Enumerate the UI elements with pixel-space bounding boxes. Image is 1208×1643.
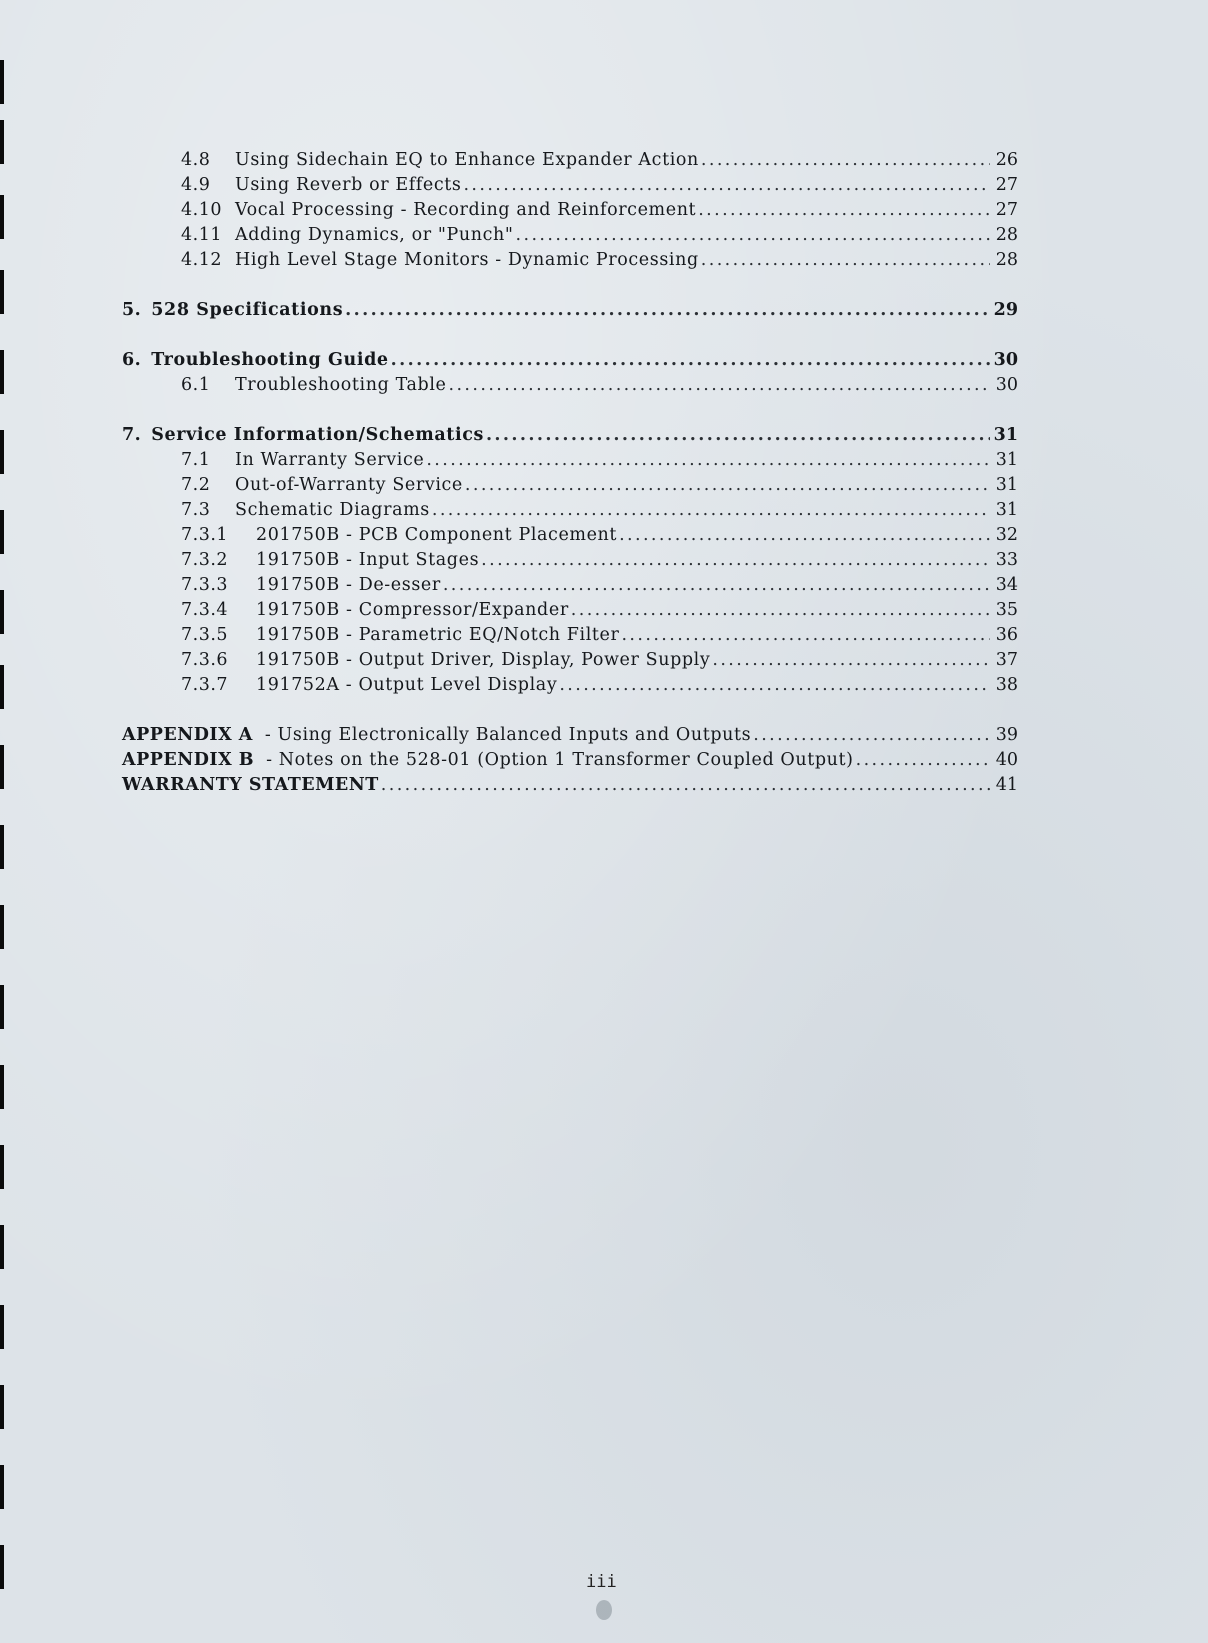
dot-leader <box>621 625 990 645</box>
toc-entry-7-3-6[interactable] <box>122 650 1018 675</box>
toc-entry-7-1[interactable] <box>122 450 1018 475</box>
appendix-label: APPENDIX B <box>122 750 255 770</box>
page-number: 32 <box>995 525 1018 545</box>
section-title: Service Information/Schematics <box>151 425 484 445</box>
section-title: 191752A - Output Level Display <box>256 675 558 695</box>
section-title: Using Reverb or Effects <box>235 175 462 195</box>
section-title: Troubleshooting Table <box>235 375 447 395</box>
dot-leader <box>486 425 990 445</box>
page-number: 27 <box>995 200 1018 220</box>
page-number: 36 <box>995 625 1018 645</box>
toc-entry-7-3-4[interactable] <box>122 600 1018 625</box>
section-title: Schematic Diagrams <box>235 500 430 520</box>
section-number: 4.8 <box>181 150 211 170</box>
page-number: 31 <box>995 475 1018 495</box>
toc-entry-appendix-b[interactable] <box>122 750 1018 775</box>
dot-leader <box>571 600 990 620</box>
toc-entry-4-12[interactable] <box>122 250 1018 275</box>
section-number: 7.2 <box>181 475 211 495</box>
section-title: High Level Stage Monitors - Dynamic Processing <box>235 250 699 270</box>
page-number: 31 <box>995 500 1018 520</box>
page-number: 28 <box>995 225 1018 245</box>
dot-leader <box>481 550 990 570</box>
toc-entry-6[interactable] <box>122 350 1018 375</box>
dot-leader <box>426 450 990 470</box>
page-number: 26 <box>995 150 1018 170</box>
page-number: 31 <box>995 450 1018 470</box>
section-number: 7.3.4 <box>181 600 229 620</box>
dot-leader <box>381 775 990 795</box>
toc-entry-5[interactable] <box>122 300 1018 325</box>
section-number: 4.11 <box>181 225 222 245</box>
section-title: - Using Electronically Balanced Inputs and Outputs <box>264 725 752 745</box>
dot-leader <box>516 225 990 245</box>
warranty-label: WARRANTY STATEMENT <box>122 775 379 795</box>
binding-holes <box>0 0 6 1643</box>
section-number: 7.3.5 <box>181 625 229 645</box>
page-number: 30 <box>993 350 1018 370</box>
section-title: Vocal Processing - Recording and Reinforcement <box>235 200 697 220</box>
toc-entry-7-3-2[interactable] <box>122 550 1018 575</box>
section-number: 4.9 <box>181 175 211 195</box>
section-number: 5. <box>122 300 142 320</box>
section-number: 7.3.2 <box>181 550 229 570</box>
toc-entry-appendix-a[interactable] <box>122 725 1018 750</box>
page-number: 33 <box>995 550 1018 570</box>
toc-entry-7-3-3[interactable] <box>122 575 1018 600</box>
section-title: In Warranty Service <box>235 450 425 470</box>
section-number: 7.3.6 <box>181 650 229 670</box>
toc-entry-7-3[interactable] <box>122 500 1018 525</box>
table-of-contents <box>122 150 1018 800</box>
toc-entry-7-3-5[interactable] <box>122 625 1018 650</box>
section-title: 191750B - Output Driver, Display, Power Supply <box>256 650 711 670</box>
page-number: 27 <box>995 175 1018 195</box>
dot-leader <box>465 475 990 495</box>
section-title: 201750B - PCB Component Placement <box>256 525 618 545</box>
section-title: 191750B - Input Stages <box>256 550 480 570</box>
dot-leader <box>701 250 990 270</box>
appendix-label: APPENDIX A <box>122 725 253 745</box>
section-title: Using Sidechain EQ to Enhance Expander Action <box>235 150 699 170</box>
page-number: 30 <box>995 375 1018 395</box>
toc-entry-warranty[interactable] <box>122 775 1018 800</box>
toc-entry-4-9[interactable] <box>122 175 1018 200</box>
section-title: 528 Specifications <box>151 300 344 320</box>
dot-leader <box>698 200 990 220</box>
dot-leader <box>559 675 990 695</box>
toc-entry-7[interactable] <box>122 425 1018 450</box>
section-title: Adding Dynamics, or "Punch" <box>235 225 514 245</box>
toc-entry-7-3-1[interactable] <box>122 525 1018 550</box>
toc-entry-6-1[interactable] <box>122 375 1018 400</box>
section-number: 6. <box>122 350 142 370</box>
dot-leader <box>391 350 990 370</box>
section-title: - Notes on the 528-01 (Option 1 Transformer Coupled Output) <box>266 750 854 770</box>
dot-leader <box>449 375 991 395</box>
dot-leader <box>856 750 990 770</box>
page-number: 34 <box>995 575 1018 595</box>
section-number: 7.1 <box>181 450 211 470</box>
page-number: 35 <box>995 600 1018 620</box>
page-number: 31 <box>993 425 1018 445</box>
section-number: 6.1 <box>181 375 211 395</box>
section-number: 7.3 <box>181 500 211 520</box>
section-number: 7.3.7 <box>181 675 229 695</box>
section-number: 7.3.1 <box>181 525 229 545</box>
section-number: 4.10 <box>181 200 222 220</box>
dot-leader <box>345 300 990 320</box>
section-title: 191750B - Compressor/Expander <box>256 600 569 620</box>
dot-leader <box>432 500 990 520</box>
section-number: 7. <box>122 425 142 445</box>
toc-entry-7-2[interactable] <box>122 475 1018 500</box>
page-number: 28 <box>995 250 1018 270</box>
page-number: 37 <box>995 650 1018 670</box>
dot-leader <box>463 175 990 195</box>
section-number: 7.3.3 <box>181 575 229 595</box>
ink-smudge <box>596 1600 612 1620</box>
page-number: 38 <box>995 675 1018 695</box>
section-number: 4.12 <box>181 250 222 270</box>
dot-leader <box>443 575 990 595</box>
page-number: 40 <box>995 750 1018 770</box>
page-number: 39 <box>995 725 1018 745</box>
section-title: 191750B - Parametric EQ/Notch Filter <box>256 625 620 645</box>
dot-leader <box>701 150 990 170</box>
dot-leader <box>753 725 990 745</box>
page-folio: iii <box>586 1572 617 1592</box>
dot-leader <box>712 650 990 670</box>
section-title: 191750B - De-esser <box>256 575 441 595</box>
page-number: 29 <box>993 300 1018 320</box>
toc-entry-4-11[interactable] <box>122 225 1018 250</box>
dot-leader <box>619 525 990 545</box>
toc-entry-4-10[interactable] <box>122 200 1018 225</box>
section-title: Out-of-Warranty Service <box>235 475 463 495</box>
section-title: Troubleshooting Guide <box>151 350 389 370</box>
page-number: 41 <box>995 775 1018 795</box>
toc-entry-7-3-7[interactable] <box>122 675 1018 700</box>
toc-entry-4-8[interactable] <box>122 150 1018 175</box>
